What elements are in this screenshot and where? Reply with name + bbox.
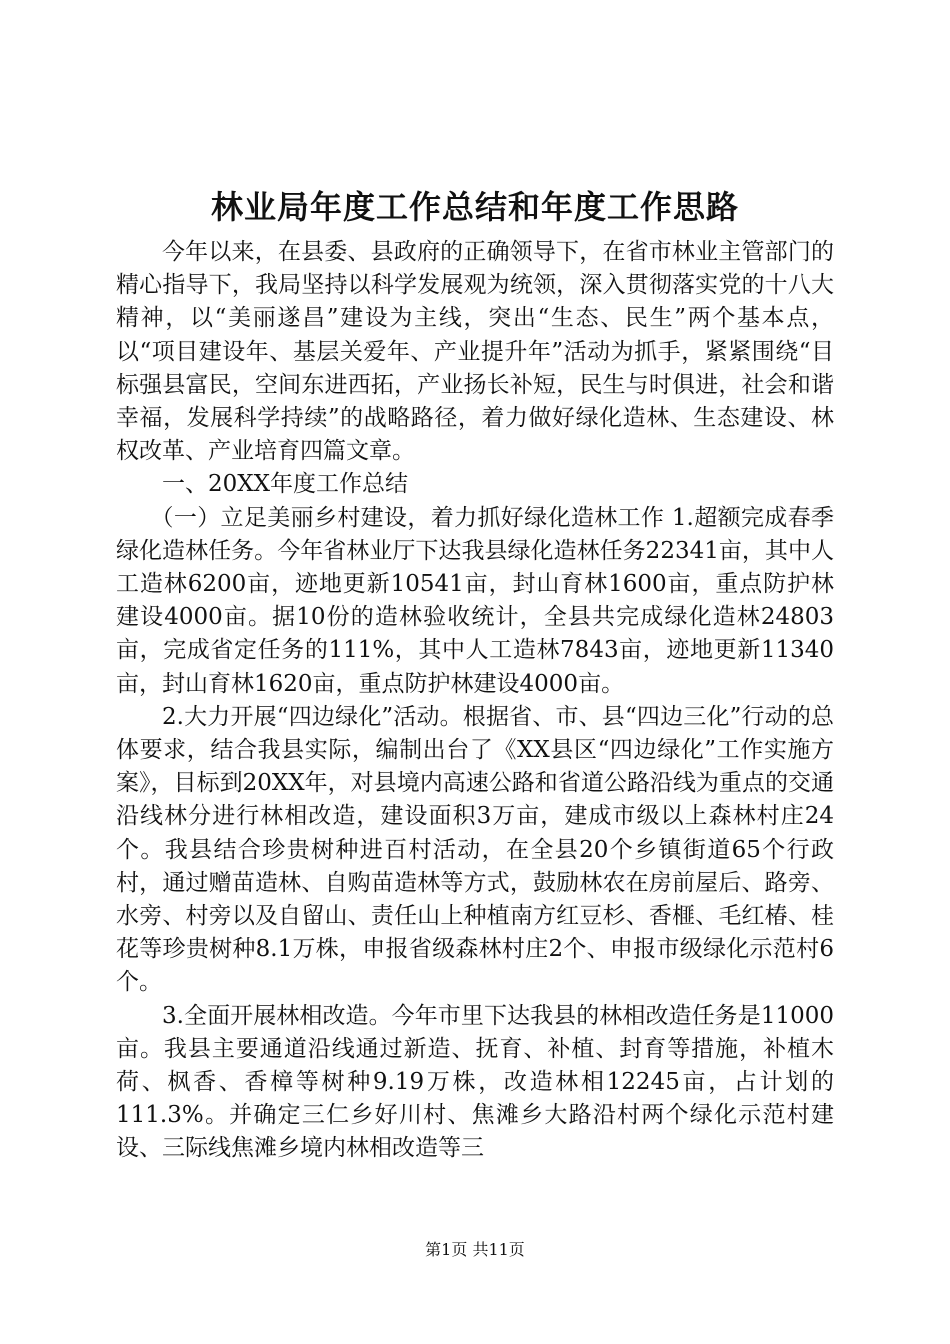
document-title: 林业局年度工作总结和年度工作思路 bbox=[210, 188, 739, 226]
document-body bbox=[116, 236, 834, 1166]
paragraph-forest-improvement: 3.全面开展林相改造。今年市里下达我县的林相改造任务是11000亩。我县主要通道沿线通过新造、抚育、补植、封育等措施，补植木荷、枫香、香樟等树种9.19万株，改造林相12245亩，占计划的111.3%。并确定三仁乡好川村、焦滩乡大路沿村两个绿化示范村建设、三际线焦滩乡境内林相改造等三 bbox=[116, 1002, 834, 1162]
section-heading: 一、20XX年度工作总结 bbox=[162, 471, 409, 498]
paragraph-afforestation: （一）立足美丽乡村建设，着力抓好绿化造林工作 1.超额完成春季绿化造林任务。今年省林业厅下达我县绿化造林任务22341亩，其中人工造林6200亩，迹地更新10541亩，封山育林1600亩，重点防护林建设4000亩。据10份的造林验收统计，全县共完成绿化造林24803亩，完成省定任务的111%，其中人工造林7843亩，迹地更新11340亩，封山育林1620亩，重点防护林建设4000亩。 bbox=[116, 504, 834, 697]
paragraph-four-sides-greening: 2.大力开展“四边绿化”活动。根据省、市、县“四边三化”行动的总体要求，结合我县实际，编制出台了《XX县区“四边绿化”工作实施方案》，目标到20XX年，对县境内高速公路和省道公路沿线为重点的交通沿线林分进行林相改造，建设面积3万亩，建成市级以上森林村庄24个。我县结合珍贵树种进百村活动，在全县20个乡镇街道65个行政村，通过赠苗造林、自购苗造林等方式，鼓励林农在房前屋后、路旁、水旁、村旁以及自留山、责任山上种植南方红豆杉、香榧、毛红椿、桂花等珍贵树种8.1万株，申报省级森林村庄2个、申报市级绿化示范村6个。 bbox=[116, 703, 834, 996]
intro-paragraph: 今年以来，在县委、县政府的正确领导下，在省市林业主管部门的精心指导下，我局坚持以科学发展观为统领，深入贯彻落实党的十八大精神，以“美丽遂昌”建设为主线，突出“生态、民生”两个基本点，以“项目建设年、基层关爱年、产业提升年”活动为抓手，紧紧围绕“目标强县富民，空间东进西拓，产业扬长补短，民生与时俱进，社会和谐幸福，发展科学持续”的战略路径，着力做好绿化造林、生态建设、林权改革、产业培育四篇文章。 bbox=[116, 239, 834, 465]
page-footer: 第1页 共11页 bbox=[425, 1240, 525, 1259]
